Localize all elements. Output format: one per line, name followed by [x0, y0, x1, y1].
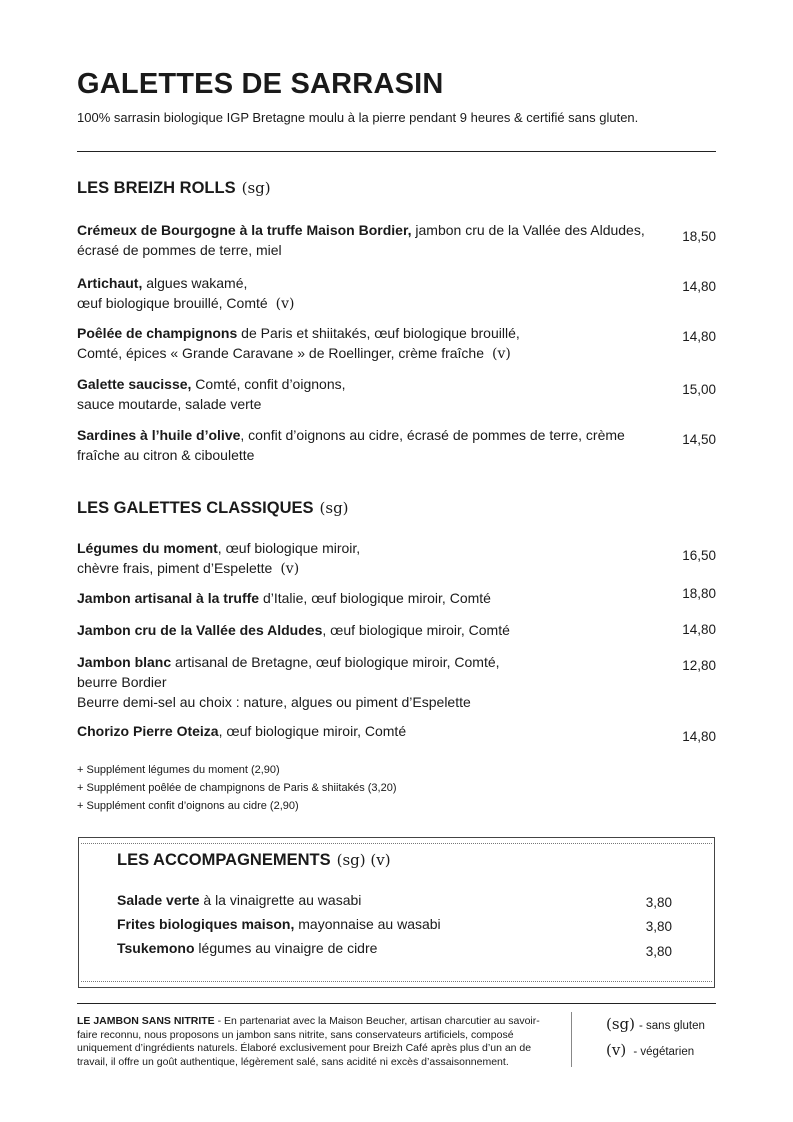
item-name: Jambon cru de la Vallée des Aldudes [77, 622, 323, 638]
item-description: , œuf biologique miroir, chèvre frais, piment d’Espelette [77, 540, 361, 576]
item-price: 18,80 [682, 586, 716, 601]
item-price: 16,50 [682, 548, 716, 563]
item-price: 14,80 [682, 622, 716, 637]
note-title: LE JAMBON SANS NITRITE [77, 1015, 215, 1027]
item-description: légumes au vinaigre de cidre [194, 940, 378, 956]
item-name: Tsukemono [117, 940, 195, 956]
menu-item [77, 538, 647, 579]
item-price: 12,80 [682, 658, 716, 673]
side-item [117, 916, 441, 932]
section-title-breizh-rolls: LES BREIZH ROLLS (sg) [77, 179, 271, 197]
page-title: GALETTES DE SARRASIN [77, 68, 444, 100]
item-price: 15,00 [682, 382, 716, 397]
legend-label: - végétarien [630, 1046, 695, 1058]
diet-tags: (sg) (v) [336, 851, 391, 869]
vegetarian-tag: (v) [280, 561, 300, 577]
menu-item [77, 721, 647, 741]
page-subtitle: 100% sarrasin biologique IGP Bretagne moulu à la pierre pendant 9 heures & certifié sans gluten. [77, 110, 639, 125]
item-name: Salade verte [117, 892, 200, 908]
footer-separator [571, 1012, 572, 1067]
item-description: , œuf biologique miroir, Comté [218, 723, 407, 739]
item-description: algues wakamé, œuf biologique brouillé, Comté [77, 275, 268, 311]
menu-item [77, 588, 647, 608]
note-text: - En partenariat avec la Maison Beucher, artisan charcutier au savoir-faire reconnu, nous proposons un jambon sans nitrite, sans conservateurs artificiels, composé uniquement d’ingrédients naturels. Élaboré exclusivement pour Breizh Café après plus d’un an de travail, il offre un goût authentique, légèrement salé, sans acidité ni excès d’assaisonnement. [77, 1015, 540, 1068]
item-price: 18,50 [682, 229, 716, 244]
item-name: Jambon blanc [77, 654, 172, 670]
vegetarian-tag: (v) [275, 296, 295, 312]
side-item [117, 892, 361, 908]
item-description: Comté, confit d’oignons, sauce moutarde, salade verte [77, 376, 346, 412]
menu-item [77, 323, 647, 364]
item-price: 14,50 [682, 432, 716, 447]
item-name: Légumes du moment [77, 540, 218, 556]
side-item [117, 940, 377, 956]
item-description: , œuf biologique miroir, Comté [322, 622, 510, 638]
item-price: 3,80 [645, 944, 672, 959]
menu-item [77, 374, 647, 414]
ham-note [77, 1015, 547, 1069]
menu-item [77, 273, 647, 314]
supplement-line: + Supplément légumes du moment (2,90) [77, 764, 280, 776]
section-title-galettes-classiques: LES GALETTES CLASSIQUES (sg) [77, 499, 349, 517]
menu-item [77, 620, 647, 640]
supplement-line: + Supplément confit d’oignons au cidre (2,90) [77, 800, 299, 812]
section-title-accompagnements: LES ACCOMPAGNEMENTS (sg) (v) [117, 851, 391, 869]
item-description: d’Italie, œuf biologique miroir, Comté [259, 590, 491, 606]
item-name: Frites biologiques maison, [117, 916, 295, 932]
item-name: Galette saucisse, [77, 376, 192, 392]
gluten-free-tag: (sg) [241, 179, 271, 197]
legend-label: - sans gluten [639, 1020, 705, 1032]
item-description: artisanal de Bretagne, œuf biologique miroir, Comté, beurre Bordier Beurre demi-sel au choix : nature, algues ou piment d’Espelette [77, 654, 500, 710]
item-description: mayonnaise au wasabi [294, 916, 441, 932]
gluten-free-tag: (sg) [319, 499, 349, 517]
item-name: Chorizo Pierre Oteiza [77, 723, 219, 739]
menu-item [77, 652, 647, 712]
item-price: 3,80 [645, 919, 672, 934]
item-name: Poêlée de champignons [77, 325, 238, 341]
item-name: Crémeux de Bourgogne à la truffe Maison Bordier, [77, 222, 412, 238]
vegetarian-tag: (v) [492, 346, 511, 362]
item-price: 14,80 [682, 729, 716, 744]
item-description: de Paris et shiitakés, œuf biologique brouillé, Comté, épices « Grande Caravane » de Roellinger, crème fraîche [77, 325, 520, 361]
item-name: Sardines à l’huile d’olive [77, 427, 241, 443]
item-price: 14,80 [682, 329, 716, 344]
item-name: Artichaut, [77, 275, 143, 291]
menu-item [77, 220, 647, 260]
legend-gluten-free [606, 1015, 705, 1033]
divider [77, 151, 716, 152]
legend-symbol: (sg) [606, 1015, 636, 1033]
supplement-line: + Supplément poêlée de champignons de Paris & shiitakés (3,20) [77, 782, 397, 794]
item-description: jambon cru de la Vallée des Aldudes, écrasé de pommes de terre, miel [77, 222, 645, 258]
item-name: Jambon artisanal à la truffe [77, 590, 260, 606]
item-price: 3,80 [645, 895, 672, 910]
item-description: , confit d’oignons au cidre, écrasé de pommes de terre, crème fraîche au citron & ciboulette [77, 427, 625, 463]
footer-divider [77, 1003, 716, 1004]
item-description: à la vinaigrette au wasabi [199, 892, 362, 908]
legend-vegetarian [606, 1041, 694, 1059]
legend-symbol: (v) [606, 1041, 627, 1059]
item-price: 14,80 [682, 279, 716, 294]
menu-item [77, 425, 647, 465]
